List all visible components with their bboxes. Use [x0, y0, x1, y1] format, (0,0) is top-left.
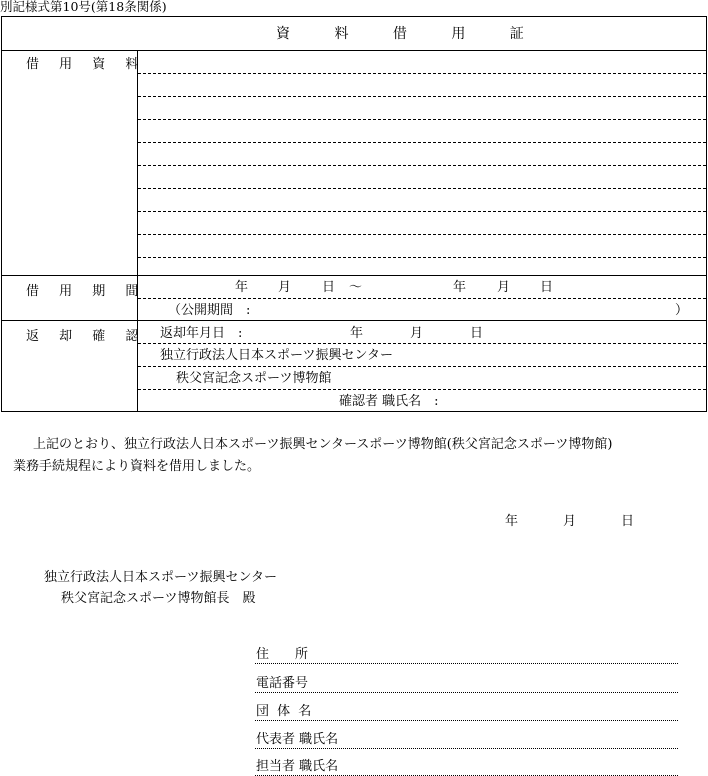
- form-title: 資 料 借 用 証: [276, 26, 544, 42]
- from-year: 年: [235, 280, 249, 295]
- addressee-line2: 秩父宮記念スポーツ博物館長 殿: [61, 591, 256, 606]
- confirmer-label: 確認者 職氏名 :: [339, 394, 439, 409]
- addressee-line1: 独立行政法人日本スポーツ振興センター: [44, 570, 277, 585]
- phone-label: 電話番号: [256, 676, 309, 691]
- public-period-close: ）: [675, 303, 689, 318]
- return-month: 月: [410, 326, 424, 341]
- public-period-label: （公開期間 :: [168, 303, 251, 318]
- period-divider: [138, 298, 706, 299]
- return-org-line1: 独立行政法人日本スポーツ振興センター: [160, 348, 393, 363]
- from-month: 月: [278, 280, 292, 295]
- return-year: 年: [350, 326, 364, 341]
- group-name-line: [255, 720, 678, 721]
- representative-label: 代表者 職氏名: [256, 732, 339, 747]
- return-divider-1: [138, 343, 706, 344]
- phone-line: [255, 692, 678, 693]
- return-divider-2: [138, 366, 706, 367]
- date-day: 日: [621, 514, 635, 529]
- return-divider-3: [138, 389, 706, 390]
- borrowed-items-label: 借 用 資 料: [26, 57, 147, 72]
- to-month: 月: [497, 280, 511, 295]
- return-day: 日: [470, 326, 484, 341]
- return-confirm-label: 返 却 確 認: [26, 329, 147, 344]
- address-line: [255, 663, 678, 664]
- statement-line1: 上記のとおり、独立行政法人日本スポーツ振興センタースポーツ博物館(秩父宮記念スポーツ博物館): [33, 437, 613, 452]
- from-day: 日: [322, 280, 336, 295]
- date-month: 月: [563, 514, 577, 529]
- contact-person-label: 担当者 職氏名: [256, 759, 339, 774]
- address-label: 住 所: [256, 647, 309, 662]
- form-number-note: 別記様式第10号(第18条関係): [0, 0, 167, 14]
- period-tilde: ～: [349, 280, 363, 295]
- loan-period-label: 借 用 期 間: [26, 284, 147, 299]
- to-year: 年: [453, 280, 467, 295]
- representative-line: [255, 748, 678, 749]
- return-date-label: 返却年月日 :: [160, 326, 243, 341]
- group-name-label: 団 体 名: [256, 704, 314, 719]
- date-year: 年: [505, 514, 519, 529]
- to-day: 日: [540, 280, 554, 295]
- statement-line2: 業務手続規程により資料を借用しました。: [13, 459, 261, 474]
- return-org-line2: 秩父宮記念スポーツ博物館: [176, 371, 332, 386]
